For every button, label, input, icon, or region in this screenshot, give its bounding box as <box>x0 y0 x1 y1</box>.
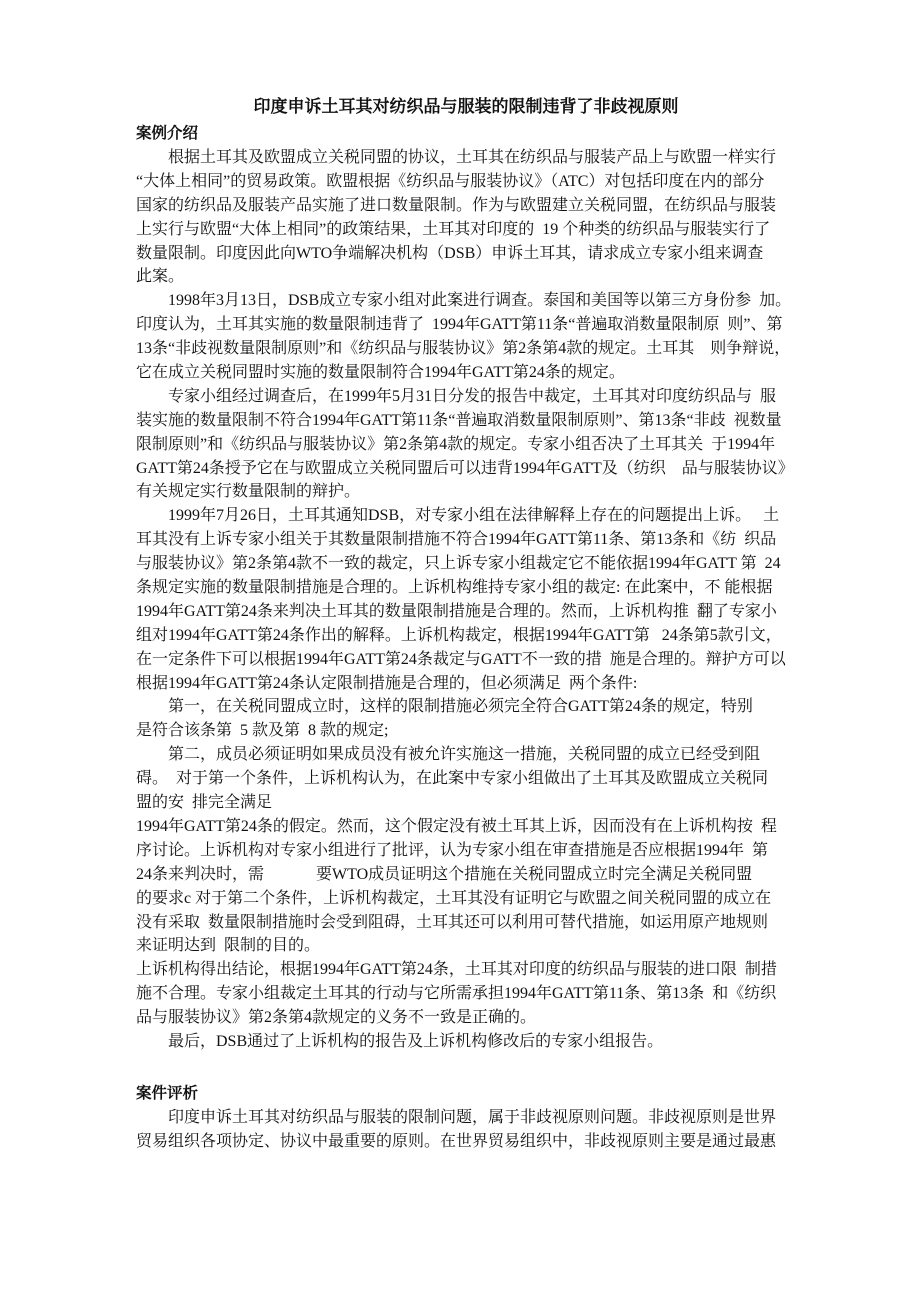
text-line: 上诉机构得出结论，根据1994年GATT第24条，土耳其对印度的纺织品与服装的进口限 制措 <box>136 961 777 979</box>
text-line: 贸易组织各项协定、协议中最重要的原则。在世界贸易组织中，非歧视原则主要是通过最惠 <box>136 1132 777 1150</box>
section-heading-case-analysis: 案件评析 <box>136 1083 199 1102</box>
text-line: 在一定条件下可以根据1994年GATT第24条裁定与GATT不一致的措 施是合理的。辩护方可以 <box>136 650 786 668</box>
text-line: 最后，DSB通过了上诉机构的报告及上诉机构修改后的专家小组报告。 <box>168 1032 664 1050</box>
text-line: 上实行与欧盟“大体上相同”的政策结果，土耳其对印度的 19 个种类的纺织品与服装实行了 <box>136 220 771 238</box>
section-case-intro-body <box>136 146 796 1054</box>
text-line: 1994年GATT第24条来判决土耳其的数量限制措施是合理的。然而，上诉机构推 翻了专家小 <box>136 602 777 620</box>
text-line: 第一，在关税同盟成立时，这样的限制措施必须完全符合GATT第24条的规定，特别 <box>168 698 753 716</box>
text-line: 根据1994年GATT第24条认定限制措施是合理的，但必须满足 两个条件: <box>136 674 638 692</box>
text-line: 有关规定实行数量限制的辩护。 <box>136 483 361 501</box>
text-line: GATT第24条授予它在与欧盟成立关税同盟后可以违背1994年GATT及（纺织 品与服装协议》 <box>136 459 794 477</box>
text-line: 的要求c 对于第二个条件，上诉机构裁定，土耳其没有证明它与欧盟之间关税同盟的成立在 <box>136 889 772 907</box>
text-line: 国家的纺织品及服装产品实施了进口数量限制。作为与欧盟建立关税同盟，在纺织品与服装 <box>136 196 777 214</box>
text-line: 它在成立关税同盟时实施的数量限制符合1994年GATT第24条的规定。 <box>136 364 625 382</box>
text-line: 1998年3月13日，DSB成立专家小组对此案进行调查。泰国和美国等以第三方身份参 加。 <box>168 292 792 310</box>
text-line: 印度认为，土耳其实施的数量限制违背了 1994年GATT第11条“普遍取消数量限制原 则”、第 <box>136 316 783 334</box>
text-line: 与服装协议》第2条第4款不一致的裁定，只上诉专家小组裁定它不能依据1994年GATT 第 24 <box>136 555 781 573</box>
text-line: 条规定实施的数量限制措施是合理的。上诉机构维持专家小组的裁定: 在此案中，不 能根据 <box>136 579 773 597</box>
text-line: 1999年7月26日，土耳其通知DSB，对专家小组在法律解释上存在的问题提出上诉。 土 <box>168 507 780 525</box>
section-heading-case-intro: 案例介绍 <box>136 124 199 142</box>
text-line: 碍。 对于第一个条件，上诉机构认为，在此案中专家小组做出了土耳其及欧盟成立关税同 <box>136 770 769 788</box>
text-line: 品与服装协议》第2条第4款规定的义务不一致是正确的。 <box>136 1009 537 1027</box>
blank-line <box>136 1054 796 1078</box>
text-line: 组对1994年GATT第24条作出的解释。上诉机构裁定，根据1994年GATT第 24条第5款引文， <box>136 626 782 644</box>
text-line: 耳其没有上诉专家小组关于其数量限制措施不符合1994年GATT第11条、第13条和《纺 织品 <box>136 531 777 549</box>
text-line: “大体上相同”的贸易政策。欧盟根据《纺织品与服装协议》（ATC）对包括印度在内的部分 <box>136 172 765 190</box>
text-line: 数量限制。印度因此向WTO争端解决机构（DSB）申诉土耳其，请求成立专家小组来调查 <box>136 244 764 262</box>
text-line: 没有采取 数量限制措施时会受到阻碍，土耳其还可以利用可替代措施，如运用原产地规则 <box>136 913 769 931</box>
text-line: 序讨论。上诉机构对专家小组进行了批评，认为专家小组在审查措施是否应根据1994年 第 <box>136 841 769 859</box>
text-line: 盟的安 排完全满足 <box>136 794 273 812</box>
text-line: 来证明达到 限制的目的。 <box>136 937 321 955</box>
text-line: 第二，成员必须证明如果成员没有被允许实施这一措施，关税同盟的成立已经受到阻 <box>168 746 761 764</box>
text-line: 限制原则”和《纺织品与服装协议》第2条第4款的规定。专家小组否决了土耳其关 于1994年 <box>136 435 776 453</box>
document-title: 印度申诉土耳其对纺织品与服装的限制违背了非歧视原则 <box>253 97 679 117</box>
text-line: 印度申诉土耳其对纺织品与服装的限制问题，属于非歧视原则问题。非歧视原则是世界 <box>168 1108 777 1126</box>
text-line: 专家小组经过调查后，在1999年5月31日分发的报告中裁定，土耳其对印度纺织品与 服 <box>168 387 777 405</box>
text-line: 13条“非歧视数量限制原则”和《纺织品与服装协议》第2条第4款的规定。土耳其 则争辩说， <box>136 340 791 358</box>
section-case-analysis-body <box>136 1106 796 1154</box>
text-line: 装实施的数量限制不符合1994年GATT第11条“普遍取消数量限制原则”、第13条“非歧 视数量 <box>136 411 782 429</box>
text-line: 24条来判决时，需 要WTO成员证明这个措施在关税同盟成立时完全满足关税同盟 <box>136 865 753 883</box>
text-line: 施不合理。专家小组裁定土耳其的行动与它所需承担1994年GATT第11条、第13条 和《纺织 <box>136 985 777 1003</box>
document-page <box>136 94 796 1153</box>
text-line: 此案。 <box>136 268 185 286</box>
text-line: 1994年GATT第24条的假定。然而，这个假定没有被土耳其上诉，因而没有在上诉机构按 程 <box>136 817 777 835</box>
text-line: 是符合该条第 5 款及第 8 款的规定; <box>136 722 389 740</box>
text-line: 根据土耳其及欧盟成立关税同盟的协议，土耳其在纺织品与服装产品上与欧盟一样实行 <box>168 149 777 166</box>
